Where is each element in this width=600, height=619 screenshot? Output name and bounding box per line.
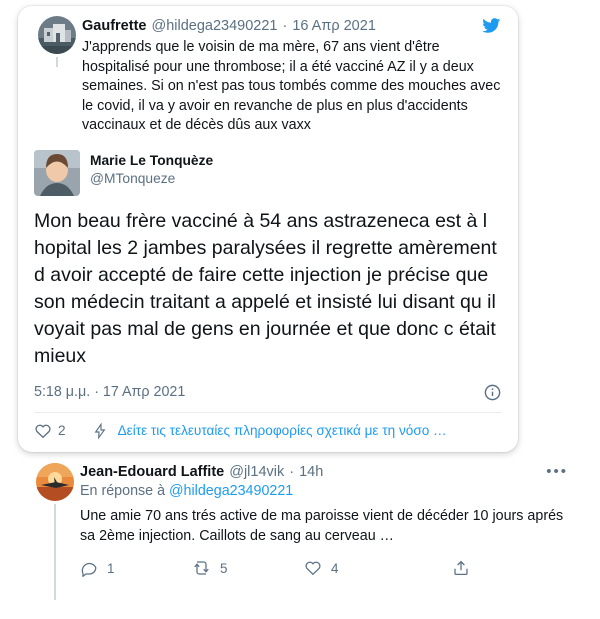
share-button[interactable] [452, 559, 470, 577]
reply-row [30, 463, 570, 600]
reply-author-handle[interactable]: @jl14vik [229, 464, 285, 480]
separator-dot: · [282, 17, 288, 34]
reply-like-button[interactable] [304, 559, 416, 577]
promo-link-text[interactable]: Δείτε τις τελευταίες πληροφορίες σχετικά με τη νόσο … [117, 423, 447, 438]
quoted-author-handle[interactable]: @MTonqueze [90, 170, 176, 186]
avatar-column [32, 16, 82, 67]
reply-actions-row [80, 559, 568, 577]
timestamp-row [34, 383, 502, 413]
woman-photo-avatar[interactable] [34, 150, 80, 196]
quoted-author-name[interactable]: Marie Le Tonquèze [90, 152, 214, 168]
promo-bolt[interactable] [92, 422, 108, 440]
outer-author-handle[interactable]: @hildega23490221 [151, 17, 278, 34]
reply-like-count: 4 [331, 560, 339, 576]
quoted-tweet-text: Mon beau frère vacciné à 54 ans astrazeneca est à l hopital les 2 jambes paralysées il regrette amèrement d avoir accepté de faire cette injection je précise que son médecin traitant a appelé et insisté lui disant qu il voyait pas mal de gens en journée et que donc c était mieux [34, 209, 503, 367]
quoted-tweet-card [18, 6, 518, 452]
retweet-button[interactable] [192, 559, 304, 577]
info-circle-icon[interactable] [483, 383, 502, 402]
outer-tweet-body [82, 16, 504, 136]
reply-context [80, 483, 568, 499]
reply-to-prefix: En réponse à [80, 483, 170, 499]
tweet-timestamp[interactable]: 5:18 μ.μ. · 17 Απρ 2021 [34, 384, 186, 400]
like-button[interactable] [34, 422, 66, 440]
outer-author-name[interactable]: Gaufrette [82, 17, 147, 34]
reply-time[interactable]: 14h [299, 464, 324, 480]
reply-count: 1 [107, 560, 115, 576]
more-options-icon[interactable]: ••• [546, 463, 568, 480]
sunset-plane-avatar[interactable] [36, 463, 74, 501]
outer-tweet-date[interactable]: 16 Απρ 2021 [292, 17, 376, 34]
reply-to-mention[interactable]: @hildega23490221 [169, 483, 294, 499]
quoted-author-names [90, 150, 213, 188]
quoted-author-row [32, 150, 504, 196]
quoted-actions-row [32, 413, 504, 446]
retweet-count: 5 [220, 560, 228, 576]
reply-avatar-column [30, 463, 80, 600]
reply-tweet [18, 455, 582, 600]
thread-connector [56, 57, 58, 67]
reply-author-name[interactable]: Jean-Edouard Laffite [80, 464, 225, 480]
reply-thread-connector [54, 504, 56, 600]
outer-author-row [82, 16, 502, 35]
outer-tweet [32, 16, 504, 136]
twitter-bird-icon [480, 16, 502, 35]
reply-tweet-text: Une amie 70 ans trés active de ma paroisse vient de décéder 10 jours aprés sa 2ème injection. Caillots de sang au cerveau … [80, 508, 568, 544]
castle-avatar[interactable] [38, 16, 76, 54]
reply-author-row [80, 463, 568, 481]
outer-tweet-text: J'apprends que le voisin de ma mère, 67 ans vient d'être hospitalisé pour une thrombose; il a été vacciné AZ il y a deux semaines. Si on n'est pas tous tombés comme des mouches avec le covid, il va y avoir en revanche de plus en plus d'accidents vaccinaux et de décès dûs aux vaxx [82, 39, 505, 133]
reply-button[interactable] [80, 559, 192, 577]
like-count: 2 [58, 423, 66, 438]
reply-separator-dot: · [289, 464, 295, 480]
reply-body [80, 463, 570, 577]
